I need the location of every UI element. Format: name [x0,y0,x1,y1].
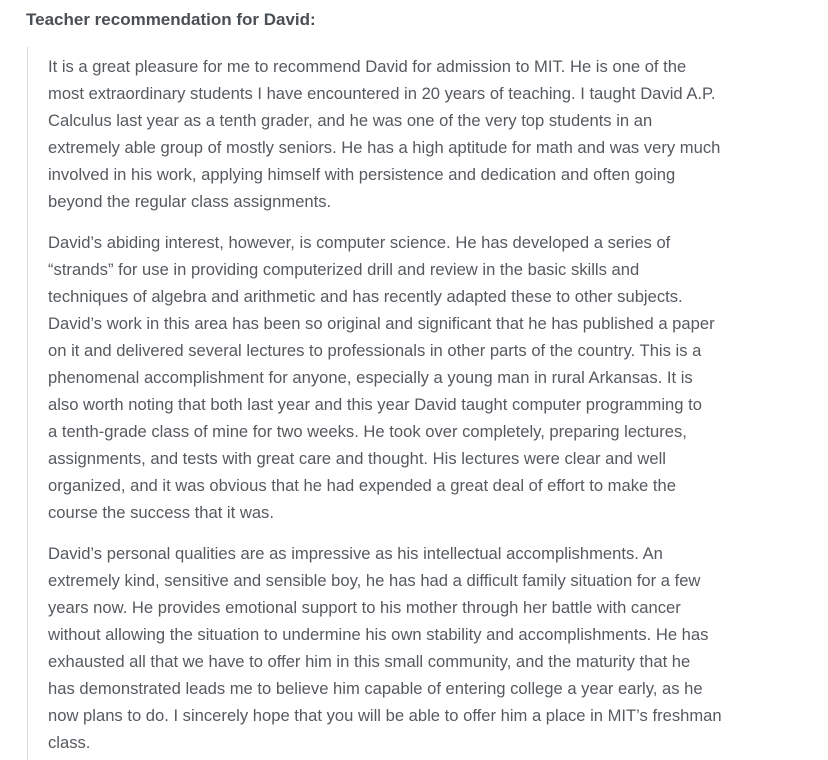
text-line: has demonstrated leads me to believe him capable of entering college a year early, as he [48,679,703,698]
text-line: now plans to do. I sincerely hope that you will be able to offer him a place in MIT’s freshman [48,706,722,725]
text-line: course the success that it was. [48,503,274,522]
text-line: on it and delivered several lectures to professionals in other parts of the country. This is a [48,341,702,360]
page-heading: Teacher recommendation for David: [26,10,316,29]
text-line: involved in his work, applying himself with persistence and dedication and often going [48,165,676,184]
paragraph-computer-science [48,229,715,526]
text-line: Calculus last year as a tenth grader, and he was one of the very top students in an [48,111,653,130]
text-line: David’s personal qualities are as impressive as his intellectual accomplishments. An [48,544,663,563]
text-line: assignments, and tests with great care and thought. His lectures were clear and well [48,449,666,468]
text-line: without allowing the situation to undermine his own stability and accomplishments. He has [48,625,709,644]
recommendation-blockquote [27,47,817,760]
text-line: most extraordinary students I have encountered in 20 years of teaching. I taught David A.P. [48,84,716,103]
text-line: David’s abiding interest, however, is computer science. He has developed a series of [48,233,671,252]
text-line: beyond the regular class assignments. [48,192,332,211]
text-line: phenomenal accomplishment for anyone, especially a young man in rural Arkansas. It is [48,368,693,387]
text-line: “strands” for use in providing computerized drill and review in the basic skills and [48,260,640,279]
text-line: extremely kind, sensitive and sensible boy, he has had a difficult family situation for a few [48,571,701,590]
text-line: exhausted all that we have to offer him in this small community, and the maturity that he [48,652,691,671]
text-line: techniques of algebra and arithmetic and has recently adapted these to other subjects. [48,287,683,306]
text-line: years now. He provides emotional support to his mother through her battle with cancer [48,598,681,617]
text-line: a tenth-grade class of mine for two weeks. He took over completely, preparing lectures, [48,422,687,441]
text-line: extremely able group of mostly seniors. He has a high aptitude for math and was very much [48,138,721,157]
paragraph-academic [48,53,720,215]
text-line: also worth noting that both last year and this year David taught computer programming to [48,395,702,414]
text-line: class. [48,733,91,752]
text-line: David’s work in this area has been so original and significant that he has published a paper [48,314,715,333]
paragraph-personal-qualities [48,540,722,756]
text-line: It is a great pleasure for me to recommend David for admission to MIT. He is one of the [48,57,687,76]
text-line: organized, and it was obvious that he had expended a great deal of effort to make the [48,476,676,495]
